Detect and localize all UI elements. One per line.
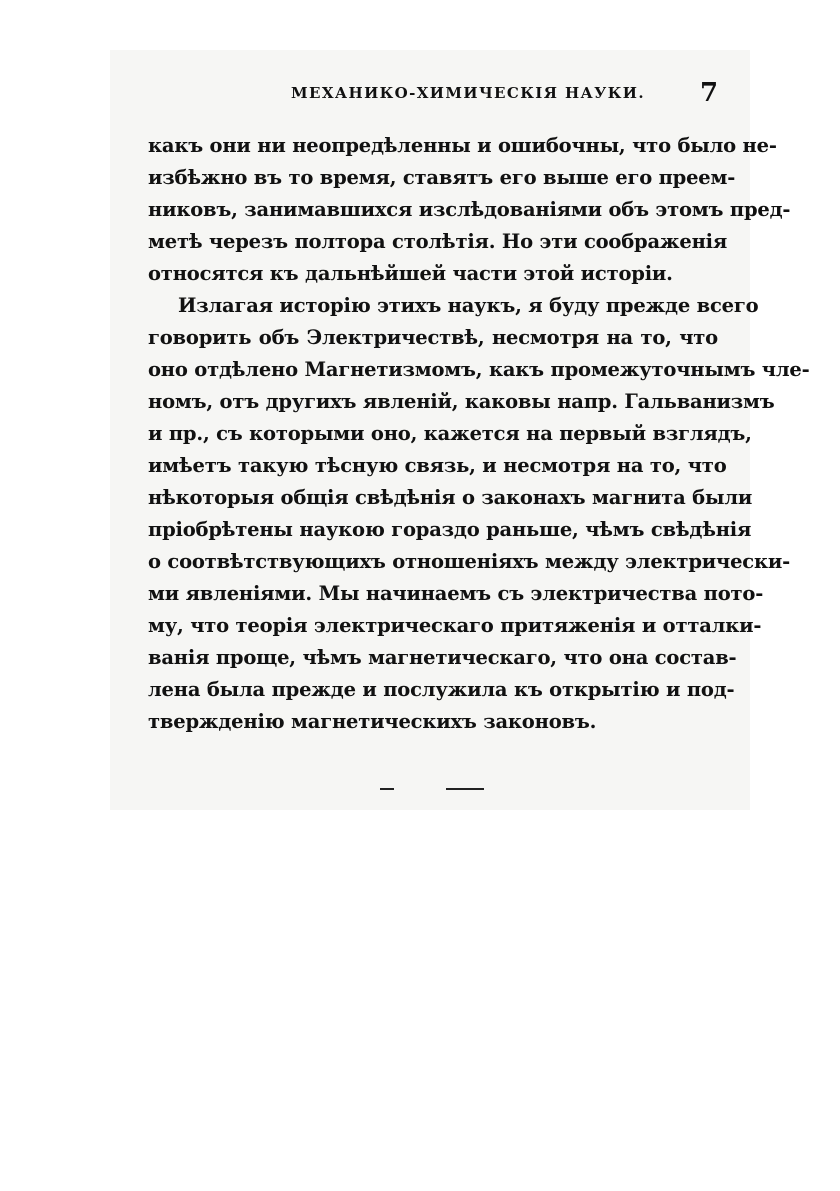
text-line: говорить объ Электричествѣ, несмотря на то, что: [148, 326, 718, 349]
text-line: твержденію магнетическихъ законовъ.: [148, 710, 597, 733]
footer-dash-long: [446, 788, 484, 790]
text-line: ванія проще, чѣмъ магнетическаго, что она состав-: [148, 646, 737, 669]
running-title: МЕХАНИКО-ХИМИЧЕСКІЯ НАУКИ.: [291, 84, 645, 102]
text-line: нѣкоторыя общія свѣдѣнія о законахъ магнита были: [148, 486, 753, 509]
text-line: о соотвѣтствующихъ отношеніяхъ между электрически-: [148, 550, 791, 573]
text-line: оно отдѣлено Магнетизмомъ, какъ промежуточнымъ чле-: [148, 358, 810, 381]
text-line: какъ они ни неопредѣленны и ошибочны, что было не-: [148, 134, 777, 157]
text-line: имѣетъ такую тѣсную связь, и несмотря на то, что: [148, 454, 727, 477]
body-text: [148, 130, 810, 738]
text-line: номъ, отъ другихъ явленій, каковы напр. Гальванизмъ: [148, 390, 775, 413]
paragraph-2: [148, 290, 810, 738]
text-line: Излагая исторію этихъ наукъ, я буду прежде всего: [178, 294, 759, 317]
text-line: и пр., съ которыми оно, кажется на первый взглядъ,: [148, 422, 752, 445]
paragraph-1: [148, 130, 791, 290]
text-line: му, что теорія электрическаго притяженія и отталки-: [148, 614, 762, 637]
footer-dash-short: [380, 788, 394, 790]
page-number: 7: [700, 78, 719, 108]
text-line: избѣжно въ то время, ставятъ его выше его преем-: [148, 166, 736, 189]
text-line: метѣ черезъ полтора столѣтія. Но эти соображенія: [148, 230, 728, 253]
footer-rules: [0, 780, 840, 800]
text-line: лена была прежде и послужила къ открытію и под-: [148, 678, 735, 701]
text-line: никовъ, занимавшихся изслѣдованіями объ этомъ пред-: [148, 198, 791, 221]
text-line: ми явленіями. Мы начинаемъ съ электричества пото-: [148, 582, 764, 605]
text-line: относятся къ дальнѣйшей части этой исторіи.: [148, 262, 673, 285]
running-header: [0, 80, 840, 110]
text-line: пріобрѣтены наукою гораздо раньше, чѣмъ свѣдѣнія: [148, 518, 752, 541]
